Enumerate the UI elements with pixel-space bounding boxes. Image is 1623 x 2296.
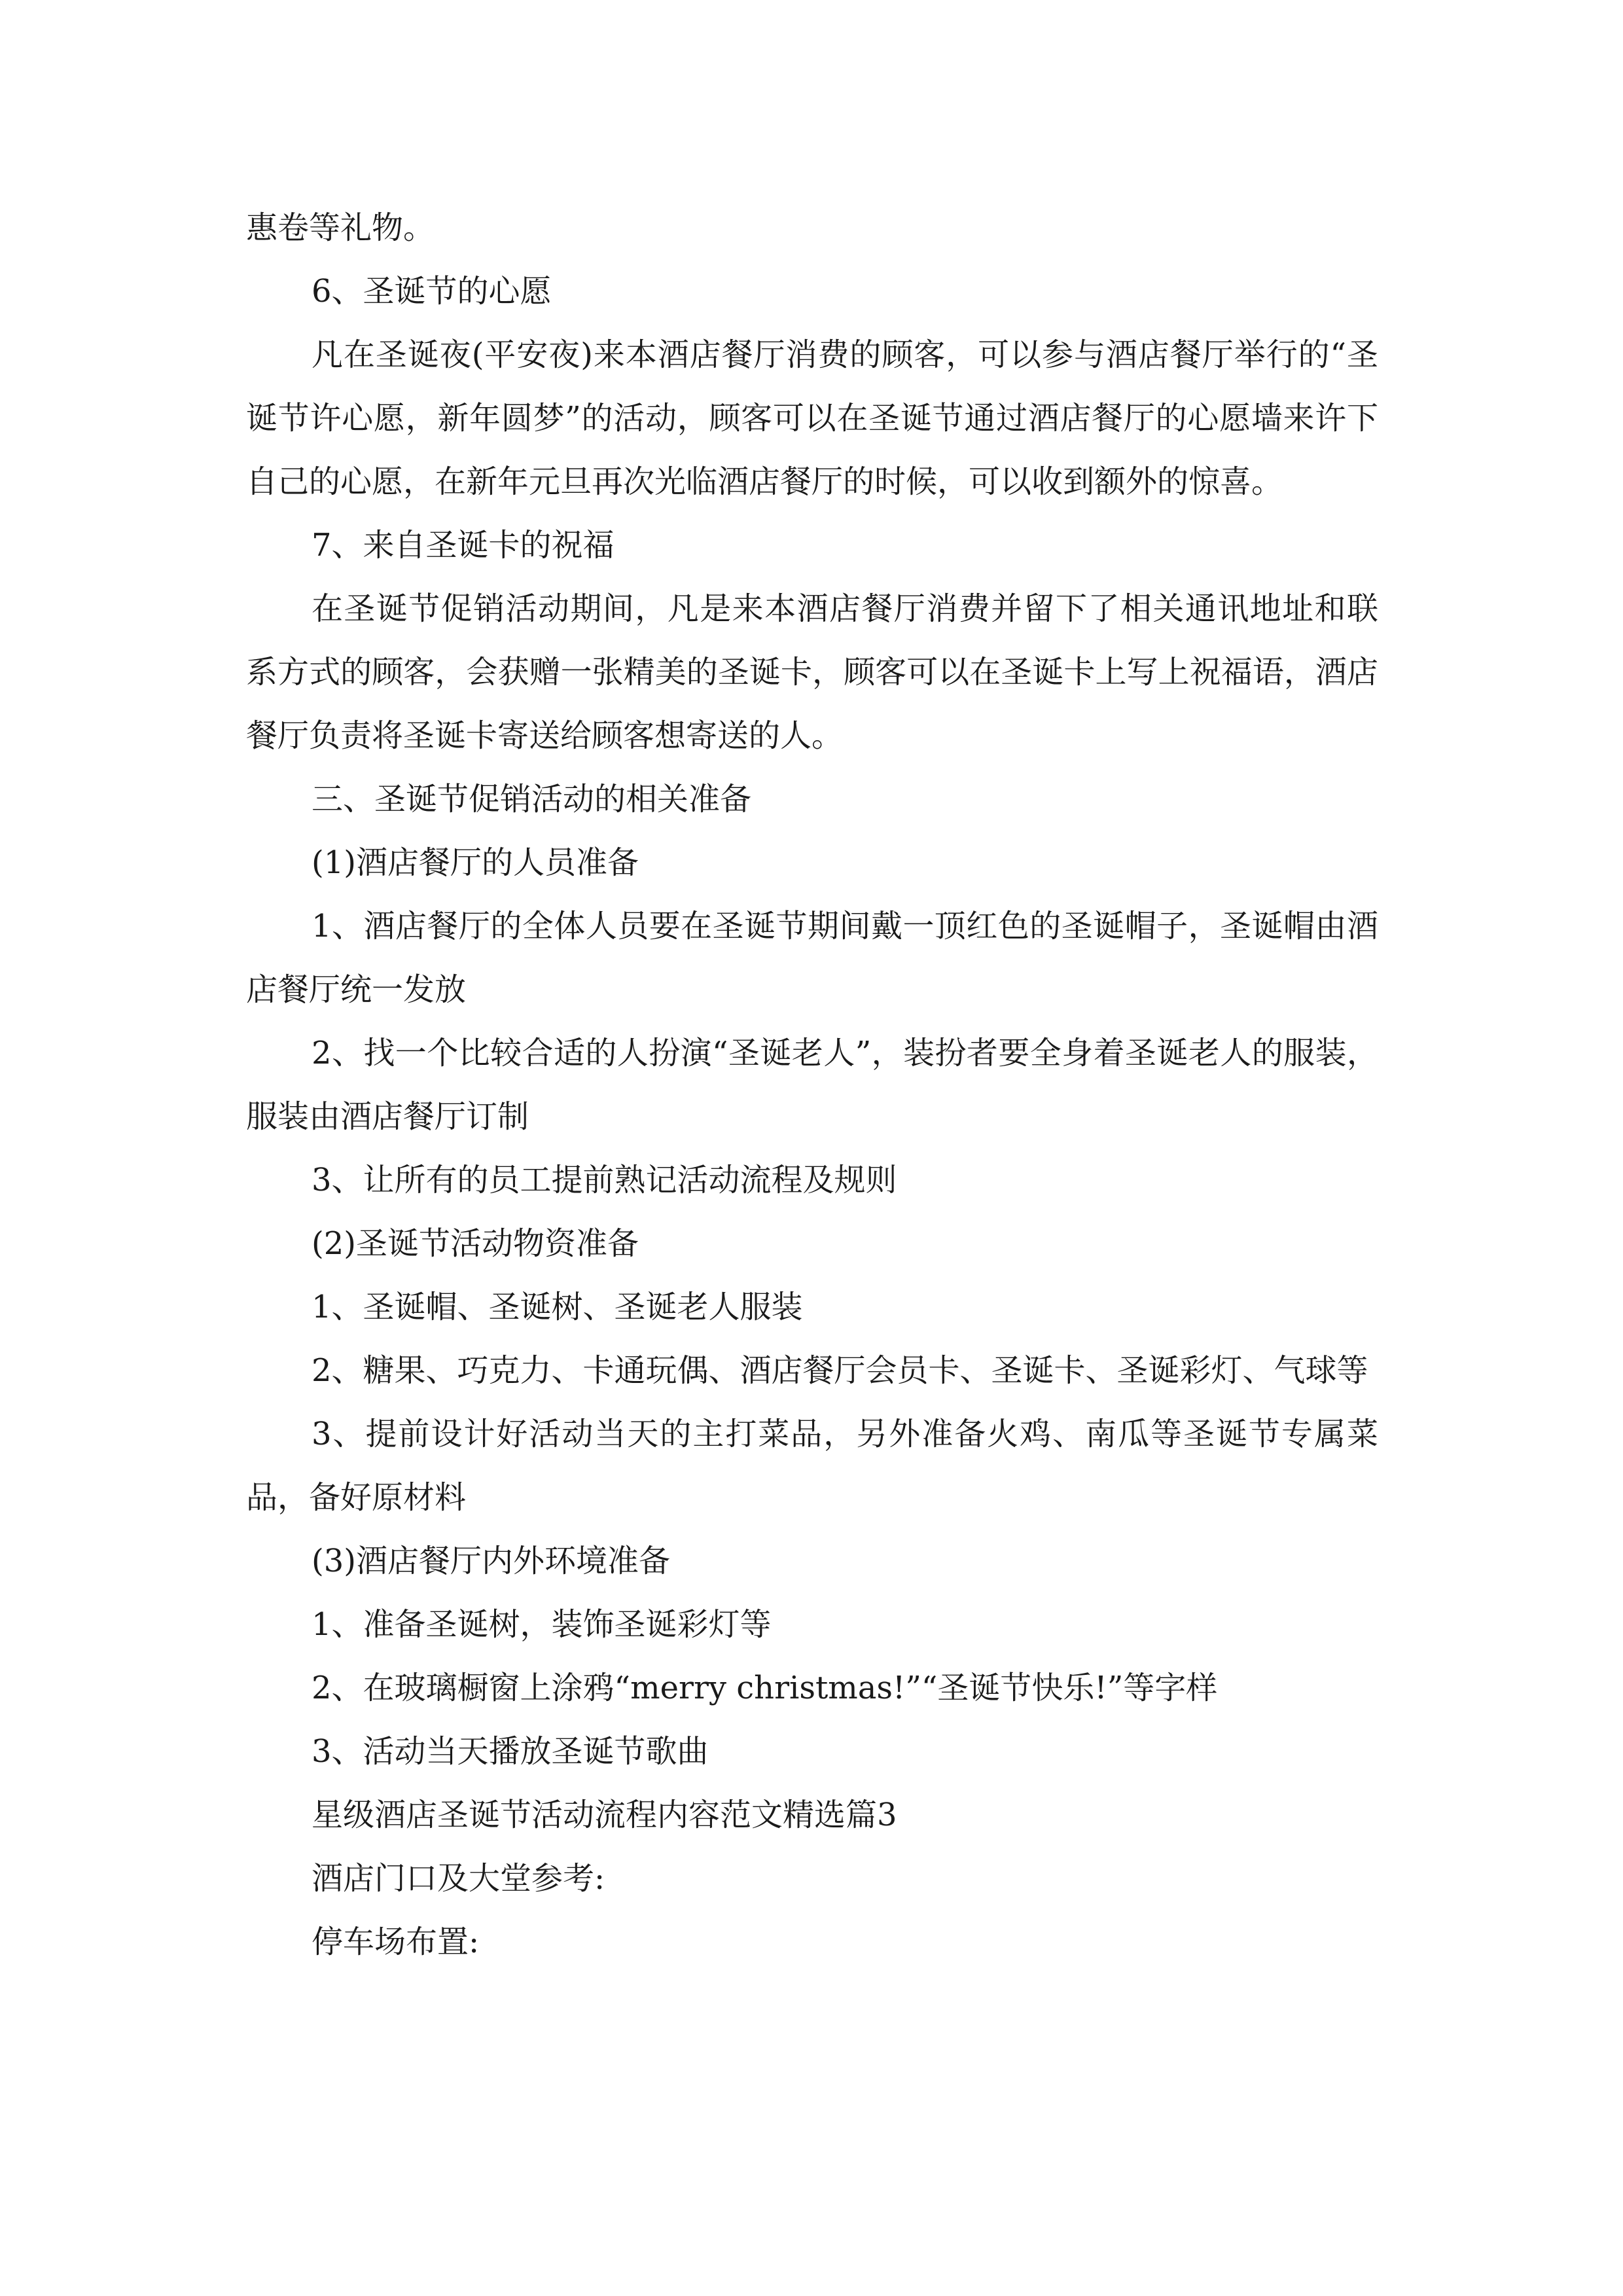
paragraph-continuation: 惠卷等礼物。 xyxy=(246,209,435,246)
subheading-parking: 停车场布置: xyxy=(312,1924,480,1960)
list-item-staff-3: 3、让所有的员工提前熟记活动流程及规则 xyxy=(312,1162,897,1198)
paragraph-card-description: 在圣诞节促销活动期间，凡是来本酒店餐厅消费并留下了相关通讯地址和联系方式的顾客，会获赠一张精美的圣诞卡，顾客可以在圣诞卡上写上祝福语，酒店餐厅负责将圣诞卡寄送给顾客想寄送的人。 xyxy=(246,590,1378,754)
list-item-staff-2: 2、找一个比较合适的人扮演“圣诞老人”，装扮者要全身着圣诞老人的服装，服装由酒店餐厅订制 xyxy=(246,1035,1378,1135)
list-item-environment-1: 1、准备圣诞树，装饰圣诞彩灯等 xyxy=(312,1606,772,1643)
list-item-materials-2: 2、糖果、巧克力、卡通玩偶、酒店餐厅会员卡、圣诞卡、圣诞彩灯、气球等 xyxy=(312,1352,1368,1389)
list-item-christmas-wish: 6、圣诞节的心愿 xyxy=(312,273,552,310)
list-item-christmas-card: 7、来自圣诞卡的祝福 xyxy=(312,527,615,564)
subheading-materials-preparation: (2)圣诞节活动物资准备 xyxy=(312,1225,639,1262)
document-body xyxy=(246,196,1378,1974)
paragraph-wish-description: 凡在圣诞夜(平安夜)来本酒店餐厅消费的顾客，可以参与酒店餐厅举行的“圣诞节许心愿，新年圆梦”的活动，顾客可以在圣诞节通过酒店餐厅的心愿墙来许下自己的心愿，在新年元旦再次光临酒店餐厅的时候，可以收到额外的惊喜。 xyxy=(246,336,1378,500)
list-item-materials-1: 1、圣诞帽、圣诞树、圣诞老人服装 xyxy=(312,1289,803,1325)
subheading-staff-preparation: (1)酒店餐厅的人员准备 xyxy=(312,844,639,881)
list-item-environment-3: 3、活动当天播放圣诞节歌曲 xyxy=(312,1733,709,1770)
subheading-environment-preparation: (3)酒店餐厅内外环境准备 xyxy=(312,1543,670,1579)
list-item-environment-2: 2、在玻璃橱窗上涂鸦“merry christmas!”“圣诞节快乐!”等字样 xyxy=(312,1670,1218,1706)
list-item-staff-1: 1、酒店餐厅的全体人员要在圣诞节期间戴一顶红色的圣诞帽子，圣诞帽由酒店餐厅统一发放 xyxy=(246,908,1378,1008)
subheading-entrance-lobby: 酒店门口及大堂参考: xyxy=(312,1860,605,1897)
section-heading-preparation: 三、圣诞节促销活动的相关准备 xyxy=(312,781,752,817)
list-item-materials-3: 3、提前设计好活动当天的主打菜品，另外准备火鸡、南瓜等圣诞节专属菜品，备好原材料 xyxy=(246,1416,1378,1516)
article-title-part-3: 星级酒店圣诞节活动流程内容范文精选篇3 xyxy=(312,1797,897,1833)
